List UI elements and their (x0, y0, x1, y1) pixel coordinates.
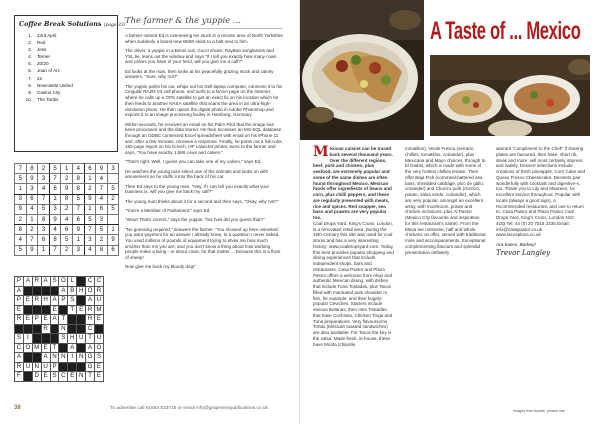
sudoku-cell: 7 (38, 194, 50, 204)
crossword-black-cell (59, 305, 68, 315)
crossword-cell: A (15, 353, 24, 363)
crossword-cell: S (95, 353, 104, 363)
story-paragraph: The driver, a yuppie in a Brioni suit, Gucci shoes, RayBan sunglasses and YSL tie, leans out the window and says "If I tell you exactly how many cows and calves you have in your herd, will you give me a calf?" (125, 48, 277, 65)
crossword-cell: I (23, 334, 32, 344)
sudoku-cell: 7 (26, 235, 38, 245)
crossword-cell: H (41, 296, 50, 306)
sudoku-solution-grid (14, 163, 119, 256)
crossword-black-cell (68, 315, 77, 325)
sudoku-cell: 5 (61, 235, 73, 245)
sudoku-cell: 7 (49, 174, 61, 184)
crossword-cell: P (15, 296, 24, 306)
crossword-black-cell (59, 343, 68, 353)
sudoku-cell (107, 214, 119, 224)
crossword-cell: R (95, 286, 104, 296)
sudoku-cell: 4 (96, 194, 108, 204)
crossword-cell: E (68, 372, 77, 382)
solution-number: 8. (28, 82, 32, 88)
sudoku-cell: 5 (15, 245, 27, 255)
sudoku-cell: 2 (38, 164, 50, 174)
crossword-cell: D (32, 372, 41, 382)
sudoku-cell: 1 (49, 194, 61, 204)
crossword-cell: E (95, 362, 104, 372)
crossword-cell: N (77, 353, 86, 363)
sudoku-cell: 5 (84, 214, 96, 224)
solution-item (19, 32, 113, 39)
sudoku-cell: 9 (96, 164, 108, 174)
story-paragraph: Then Ed says to the young man, "Hey, if I can tell you exactly what your business is, will you give me back my calf?" (125, 183, 270, 195)
solution-item (19, 75, 113, 82)
crossword-cell: S (68, 296, 77, 306)
sudoku-cell: 2 (15, 214, 27, 224)
coffee-break-solutions-box (14, 15, 126, 152)
crossword-cell: E (23, 315, 32, 325)
sudoku-cell: 1 (72, 235, 84, 245)
sudoku-cell: 9 (15, 204, 27, 214)
crossword-cell: C (95, 277, 104, 287)
crossword-cell: I (68, 353, 77, 363)
crossword-cell: H (77, 286, 86, 296)
crossword-cell: S (50, 372, 59, 382)
sudoku-cell: 8 (96, 245, 108, 255)
crossword-cell: R (32, 277, 41, 287)
crossword-black-cell (15, 324, 24, 334)
solution-number: 4. (28, 54, 32, 60)
sudoku-cell: 3 (49, 204, 61, 214)
crossword-black-cell (77, 343, 86, 353)
sudoku-cell: 9 (26, 245, 38, 255)
sudoku-cell: 3 (38, 174, 50, 184)
solution-item (19, 82, 113, 89)
crossword-cell: E (15, 305, 24, 315)
sudoku-cell: 5 (107, 204, 119, 214)
solution-number: 2. (28, 40, 32, 46)
solution-answer: 23rd April (37, 33, 57, 38)
sudoku-cell: 3 (72, 245, 84, 255)
crossword-black-cell (41, 286, 50, 296)
sudoku-cell: 8 (15, 225, 27, 235)
crossword-cell: C (86, 277, 95, 287)
crossword-cell: U (77, 334, 86, 344)
crossword-black-cell (23, 353, 32, 363)
crossword-cell: E (23, 296, 32, 306)
sudoku-cell: 9 (26, 174, 38, 184)
sudoku-cell: 5 (107, 184, 119, 194)
article-text-2: tomatillos), Verde Fresca (serrano chillies, tomatillos, coriander), plus Mexicana and Mayo choices, through to El Diablo, which is made with some of the very hottest chillies known. Then offer Baja Fish (cornmeal-battered sea bass, shredded cabbage, pico de gallo, coriander) and Chorizo pork (chorizo, potato, salsa verde, coriander), which are very popular, amongst an excellent array, with mushroom, prawn and chicken inclusions, plus Al Pastor (Mexico City favourite and inspiration for this restaurant's name). From the Mesa are rotisserie, half and whole chickens on offer, served with traditional mole and accompaniments. Exceptional complementing flavours and splendid presentation definitely (405, 146, 486, 255)
sudoku-cell: 1 (38, 245, 50, 255)
sudoku-cell: 4 (26, 204, 38, 214)
story-paragraph: Ed looks at the man, then looks at his peacefully grazing stock and calmly answers, "Sure, why not?" (125, 68, 274, 80)
sudoku-cell: 1 (107, 225, 119, 235)
sudoku-cell: 4 (72, 164, 84, 174)
sudoku-cell: 1 (26, 214, 38, 224)
crossword-cell: T (86, 372, 95, 382)
solution-answer: 20/20 (37, 61, 49, 67)
article-text-1: Coal Drops Yard, King's Cross, London, is a renovated retail area. During the 19th Century this site was used for coal stores and has a very interesting history: www.coaldropsyard.com. Today, this area provides popular shopping and dining experiences that include independent shops, bars and restaurants. Casa Pastor and Plaza Pastor offers a welcome from Alejo and authentic Mexican dining, with dishes that include Tuna Tostadas, plus Tacos filled with marinated pork shoulder or fish, for example, and their hugely-popular Ceviches. Starters include various Botanas, then onto Tostadas, that have Cochinita, Chicken Tinga and Tuna preparations. Very flavoursome Tortas (Mexican toasted sandwiches) are also available. For Tacos the key is the salsa. Made fresh, in-house, these have Morita (chipotle, (313, 220, 394, 347)
sudoku-cell: 3 (96, 214, 108, 224)
sudoku-cell: 3 (15, 194, 27, 204)
crossword-cell: C (59, 372, 68, 382)
crossword-cell: E (77, 305, 86, 315)
solution-answer: Red (37, 40, 46, 46)
crossword-black-cell (23, 305, 32, 315)
crossword-cell: U (95, 296, 104, 306)
sudoku-cell: 9 (107, 235, 119, 245)
solution-answer: Newcastle United (37, 82, 73, 88)
article-signoff: Ara kaera, Barkey! (496, 243, 536, 248)
story-paragraph: He watches the young man select one of the animals and looks on with amusement as he stuffs it into the back of his car. (125, 168, 269, 180)
article-headline: A Taste of ... Mexico (430, 18, 581, 45)
crossword-black-cell (77, 296, 86, 306)
crossword-cell: A (41, 277, 50, 287)
sudoku-cell: 6 (26, 194, 38, 204)
sudoku-cell: 1 (84, 174, 96, 184)
crossword-cell: F (15, 372, 24, 382)
crossword-black-cell (32, 334, 41, 344)
crossword-cell: R (15, 362, 24, 372)
solution-answer: 22 (37, 75, 43, 81)
story-title: The farmer & the yuppie ... (125, 15, 283, 29)
crossword-cell: N (32, 362, 41, 372)
crossword-cell: N (59, 353, 68, 363)
story-paragraph: The yuppie parks his car, whips out his Dell laptop computer, connects it to his Cingular RAZR V3 cell phone, and surfs to a NASA page on the Internet, where he calls up a GPS satellite to get an exact fix on his location which he then feeds to another NASA satellite that scans the area in an ultra-high-resolution photo. He then opens the digital photo in Adobe Photoshop and exports it to an image processing facility in Hamburg, Germany. (125, 83, 283, 118)
crossword-cell: U (23, 362, 32, 372)
story-paragraph: "No guessing required," answers the farmer. "You showed up here uninvited; you want payment for an answer I already knew, to a question I never asked. You used millions of pounds of equipment trying to show me how much smarter than me you are; and you don't know a thing about how working people make a living - or about cows, for that matter ... because this is a flock of sheep! (125, 226, 281, 261)
crossword-cell: L (68, 277, 77, 287)
crossword-black-cell (50, 324, 59, 334)
crossword-cell: R (86, 315, 95, 325)
crossword-cell: R (32, 296, 41, 306)
sudoku-cell: 4 (61, 214, 73, 224)
sudoku-cell: 3 (84, 235, 96, 245)
solution-answer: The Tardis (37, 96, 59, 102)
sudoku-cell: 9 (49, 214, 61, 224)
crossword-solution-grid (14, 276, 104, 382)
sudoku-cell: 6 (49, 184, 61, 194)
sudoku-cell (107, 174, 119, 184)
crossword-black-cell (95, 324, 104, 334)
crossword-black-cell (32, 305, 41, 315)
image-credit: Images from Adobe, please use (513, 409, 565, 413)
solution-item (19, 96, 113, 103)
crossword-cell: U (95, 334, 104, 344)
tacos-photo (300, 0, 424, 140)
sudoku-cell: 6 (107, 245, 119, 255)
sudoku-cell: 3 (107, 164, 119, 174)
crossword-black-cell (32, 286, 41, 296)
sudoku-cell: 2 (61, 204, 73, 214)
sudoku-cell: 5 (96, 225, 108, 235)
crossword-black-cell (41, 334, 50, 344)
crossword-black-cell (50, 334, 59, 344)
sudoku-cell: 8 (49, 235, 61, 245)
crossword-cell: T (68, 305, 77, 315)
story-paragraph: Now give me back my bloody dog!" (125, 264, 196, 270)
crossword-cell: E (50, 305, 59, 315)
crossword-cell: R (15, 315, 24, 325)
drop-cap: M (313, 144, 329, 160)
sudoku-cell: 3 (38, 225, 50, 235)
crossword-cell: S (15, 334, 24, 344)
crossword-cell: R (86, 305, 95, 315)
author-signature: Trevor Langley (496, 249, 551, 257)
crossword-black-cell (77, 277, 86, 287)
crossword-cell: O (95, 343, 104, 353)
crossword-cell: T (59, 315, 68, 325)
solution-number: 3. (28, 47, 32, 53)
sudoku-cell: 5 (72, 194, 84, 204)
solution-number: 6. (28, 68, 32, 74)
sudoku-cell: 8 (26, 164, 38, 174)
crossword-cell: N (50, 353, 59, 363)
sudoku-cell: 6 (61, 225, 73, 235)
solution-item (19, 53, 113, 60)
crossword-cell: E (41, 315, 50, 325)
solution-number: 7. (28, 75, 32, 81)
sudoku-cell: 3 (26, 184, 38, 194)
page-number: 38 (14, 405, 21, 411)
crossword-cell: H (68, 334, 77, 344)
crossword-cell: G (86, 362, 95, 372)
sudoku-cell: 7 (72, 204, 84, 214)
article-column-3 (496, 146, 585, 257)
crossword-black-cell (77, 362, 86, 372)
crossword-cell: A (68, 343, 77, 353)
solution-number: 9. (28, 89, 32, 95)
crossword-black-cell (68, 362, 77, 372)
crossword-cell: C (86, 324, 95, 334)
crossword-black-cell (41, 305, 50, 315)
crossword-black-cell (23, 372, 32, 382)
sudoku-cell: 8 (72, 184, 84, 194)
sudoku-cell: 6 (72, 214, 84, 224)
crossword-cell: N (59, 324, 68, 334)
solution-item (19, 60, 113, 67)
sudoku-cell: 9 (72, 225, 84, 235)
solution-item (19, 39, 113, 46)
story-paragraph: "You're a Member of Parliament," says Ed. (125, 207, 211, 213)
crossword-black-cell (50, 286, 59, 296)
sudoku-cell: 4 (15, 235, 27, 245)
crossword-cell: S (50, 277, 59, 287)
sudoku-cell: 8 (72, 174, 84, 184)
sudoku-cell: 6 (38, 235, 50, 245)
sudoku-cell: 5 (49, 164, 61, 174)
sudoku-cell: 2 (61, 174, 73, 184)
crossword-cell: N (77, 372, 86, 382)
solutions-list (19, 32, 113, 103)
crossword-black-cell (32, 324, 41, 334)
crossword-cell: P (50, 362, 59, 372)
crossword-cell: O (23, 343, 32, 353)
crossword-black-cell (59, 362, 68, 372)
crossword-cell: M (96, 305, 102, 313)
sudoku-cell: 6 (96, 204, 108, 214)
story-paragraph: "Wow! That's correct," says the yuppie, "but how did you guess that?" (125, 217, 265, 223)
solutions-title-text: Coffee Break Solutions (19, 20, 102, 28)
crossword-cell: G (86, 353, 95, 363)
sudoku-cell: 7 (96, 184, 108, 194)
solution-answer: Casino City (37, 89, 61, 95)
sudoku-cell: 1 (15, 184, 27, 194)
story-paragraph: A farmer named Ed is overseeing his stock in a remote area of North Yorkshire when suddenly a brand-new BMW skids to a halt next to him. (125, 33, 283, 44)
crossword-cell: M (34, 343, 40, 351)
solutions-page-ref: (page 33) (103, 23, 126, 28)
sudoku-cell: 7 (84, 225, 96, 235)
crossword-cell: A (86, 296, 95, 306)
crossword-cell: A (59, 286, 68, 296)
solution-answer: Jess (37, 47, 47, 53)
crossword-cell: C (15, 343, 24, 353)
story-paragraph: "That's right. Well, I guess you can take one of my calves," says Ed. (125, 159, 262, 165)
crossword-cell: A (23, 277, 32, 287)
advertise-footer: To advertise call 01684 833715 or email info@grapevinepublications.co.uk (110, 406, 268, 411)
sudoku-cell: 2 (84, 184, 96, 194)
sudoku-cell: 5 (38, 204, 50, 214)
solution-number: 10. (25, 96, 32, 102)
sudoku-cell: 8 (38, 214, 50, 224)
sudoku-cell: 4 (84, 245, 96, 255)
crossword-cell: E (95, 372, 104, 382)
sudoku-cell: 9 (84, 194, 96, 204)
crossword-cell: U (41, 362, 50, 372)
right-page (300, 0, 600, 424)
solution-item (19, 46, 113, 53)
crossword-cell: A (15, 286, 24, 296)
crossword-cell: A (50, 296, 59, 306)
crossword-cell: A (41, 353, 50, 363)
sudoku-cell: 4 (96, 174, 108, 184)
crossword-black-cell (77, 315, 86, 325)
sudoku-cell: 1 (61, 164, 73, 174)
crossword-cell: E (41, 372, 50, 382)
sudoku-cell: 4 (49, 225, 61, 235)
crossword-black-cell (77, 324, 86, 334)
sudoku-cell: 9 (61, 184, 73, 194)
sudoku-cell: 4 (38, 184, 50, 194)
crossword-black-cell (23, 286, 32, 296)
article-text-3: warrant 'Compliment to the Chef!' If sharing plates are favoured, then hake, short rib, steak and more, will most certainly impress and satisfy. Dessert selections include creations of fresh pineapple, Corn Cake and Queso Fresco Cheesecake. Desserts pair wonderfully with cocktails and digestive-s, too. Thank you to Lily and Maureen, for excellent service throughout. Popular with locals (always a good sign), a recommended restaurant, and one to return to. Casa Pastor and Plaza Pastor Coal Drops Yard, King's Cross, London N1C 4DQ Tel: 44 (0) 20 7018 3335 Email: info@casapastor.co.uk www.tacosplaza.co.uk (496, 146, 585, 238)
sudoku-cell: 7 (49, 245, 61, 255)
story-body (125, 33, 283, 270)
crossword-cell: T (86, 334, 95, 344)
crossword-black-cell (32, 353, 41, 363)
story-paragraph: The young man thinks about it for a second and then says, "Okay, why not?" (125, 198, 279, 204)
solution-number: 1. (28, 33, 32, 38)
crossword-cell: T (50, 343, 59, 353)
crossword-cell: A (86, 343, 95, 353)
crossword-cell: O (59, 277, 68, 287)
solutions-title (19, 20, 126, 28)
crossword-cell: B (68, 286, 77, 296)
sudoku-cell: 1 (84, 204, 96, 214)
sudoku-cell: 5 (15, 174, 27, 184)
sudoku-cell: 2 (61, 245, 73, 255)
solution-answer: Joan of Arc (37, 68, 60, 74)
article-column-2 (405, 146, 486, 255)
sudoku-cell: 2 (107, 194, 119, 204)
crossword-cell: P (59, 296, 68, 306)
solution-number: 5. (28, 61, 32, 67)
story-article (125, 15, 283, 274)
article-lede: exican cuisine can be traced back several thousand years. Over the different regions, beef, pork and chicken, plus seafood, are extremely popular and some of the same dishes are often found throughout Mexico. Mexican foods offer ingredients of beans and corn, plus chilli peppers, and these are regularly presented with meats, rice and spices. Red snapper, sea bass and prawns are very popular too. (313, 146, 393, 220)
story-paragraph: Within seconds, he receives an email on his Palm Pilot that the image has been processed and the data stored. He then accesses an MS-SQL database through an ODBC connected Excel spreadsheet with email on his iPhone 11 and, after a few minutes, receives a response. Finally, he prints out a full-color, 150-page report on his hi-tech, HP LaserJet printer, turns to the farmer and says, "You have exactly 1,586 cows and calves." (125, 121, 283, 156)
dishes-photo (430, 55, 590, 136)
crossword-cell: E (95, 315, 104, 325)
crossword-cell: O (86, 286, 95, 296)
article-column-1 (313, 146, 394, 347)
sudoku-cell: 6 (84, 164, 96, 174)
solution-item (19, 89, 113, 96)
sudoku-cell: 2 (26, 225, 38, 235)
crossword-cell: R (41, 324, 50, 334)
crossword-black-cell (23, 324, 32, 334)
solution-answer: Terrier (37, 54, 51, 60)
crossword-cell: P (32, 315, 41, 325)
sudoku-cell: 8 (61, 194, 73, 204)
sudoku-cell: 2 (96, 235, 108, 245)
crossword-cell: S (59, 334, 68, 344)
solution-item (19, 67, 113, 74)
sudoku-cell: 7 (15, 164, 27, 174)
crossword-cell: P (15, 277, 24, 287)
crossword-cell: E (41, 343, 50, 353)
crossword-cell: A (50, 315, 59, 325)
crossword-black-cell (68, 324, 77, 334)
